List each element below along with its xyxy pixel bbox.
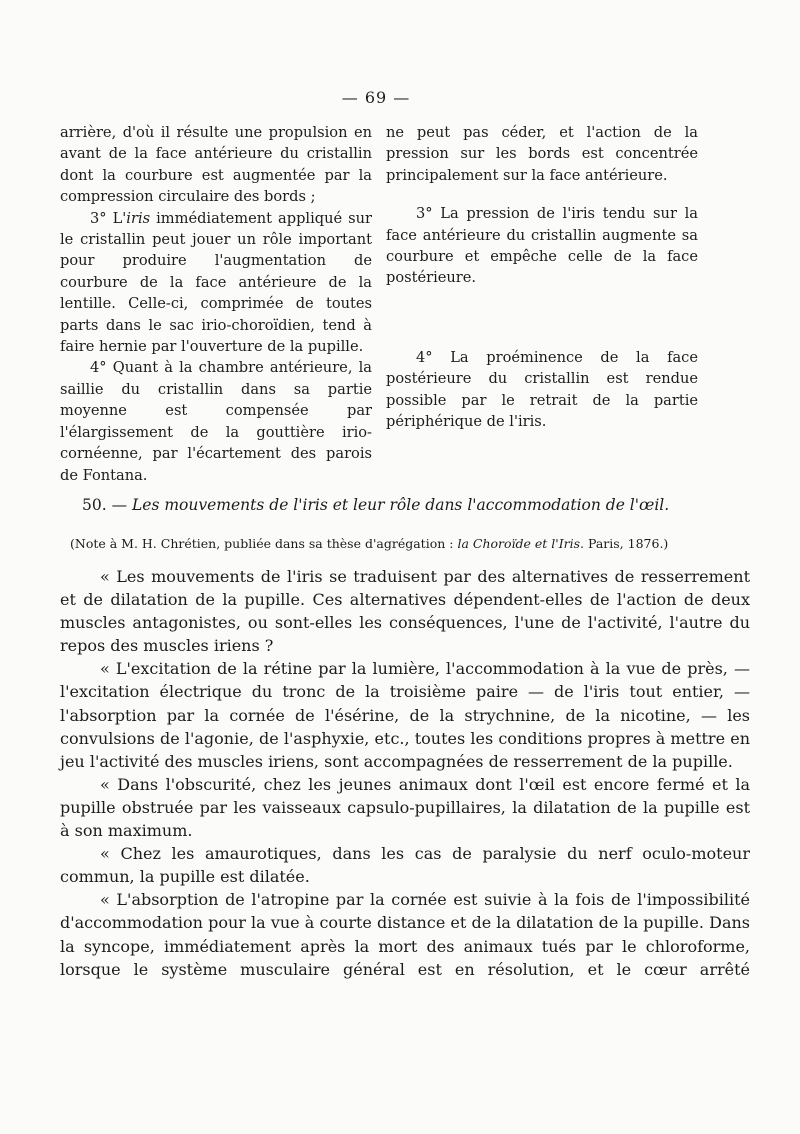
left-paragraph-2-lead: 3° L': [90, 209, 127, 227]
body-paragraph-2: « L'excitation de la rétine par la lumière, l'accommodation à la vue de près, — l'excitation électrique du tronc de la troisième paire — de l'iris tout entier, — l'absorption par la cornée de l'ésérine, de la strychnine, de la nicotine, — les convulsions de l'agonie, de l'asphyxie, etc., toutes les conditions propres à mettre en jeu l'activité des muscles iriens, sont accompagnées de resserrement de la pupille.: [60, 659, 750, 771]
note-work: la Choroïde et l'Iris: [457, 536, 581, 551]
right-paragraph-1: ne peut pas céder, et l'action de la pression sur les bords est concentrée principalement sur la face antérieure.: [386, 124, 698, 184]
right-column: [386, 122, 698, 432]
iris-term: iris: [126, 209, 151, 227]
section-dash: —: [106, 496, 133, 514]
section-number: 50.: [82, 496, 107, 514]
main-text: [60, 565, 750, 981]
body-paragraph-1: « Les mouvements de l'iris se traduisent par des alternatives de resserrement et de dilatation de la pupille. Ces alternatives dépendent-elles de l'action de deux muscles antagonistes, ou sont-elles les conséquences, l'une de l'activité, l'autre du repos des muscles iriens ?: [60, 567, 750, 656]
page-number: — 69 —: [341, 88, 411, 107]
note-prefix: (Note à M. H. Chrétien, publiée dans sa thèse d'agrégation :: [70, 536, 458, 551]
body-paragraph-3: « Dans l'obscurité, chez les jeunes animaux dont l'œil est encore fermé et la pupille obstruée par les vaisseaux capsulo-pupillaires, la dilatation de la pupille est à son maximum.: [60, 774, 750, 841]
left-column: [60, 122, 372, 486]
right-paragraph-3: 4° La proéminence de la face postérieure du cristallin est rendue possible par le retrait de la partie périphérique de l'iris.: [386, 348, 698, 431]
note-suffix: . Paris, 1876.): [580, 536, 669, 551]
left-paragraph-3: 4° Quant à la chambre antérieure, la saillie du cristallin dans sa partie moyenne est compensée par l'élargissement de la gouttière irio-cornéenne, par l'écartement des parois de Fontana.: [60, 359, 372, 484]
source-note: [70, 535, 770, 553]
body-paragraph-5: « L'absorption de l'atropine par la cornée est suivie à la fois de l'impossibilité d'accommodation pour la vue à courte distance et de la dilatation de la pupille. Dans la syncope, immédiatement après la mort des animaux tués par le chloroforme, lorsque le système musculaire général est en résolution, et le cœur arrêté: [60, 890, 750, 979]
right-paragraph-2: 3° La pression de l'iris tendu sur la face antérieure du cristallin augmente sa courbure et empêche celle de la face postérieure.: [386, 205, 698, 287]
section-heading: [82, 494, 762, 516]
left-paragraph-2: [60, 208, 372, 358]
body-paragraph-4: « Chez les amaurotiques, dans les cas de paralysie du nerf oculo-moteur commun, la pupille est dilatée.: [60, 844, 750, 887]
section-title: Les mouvements de l'iris et leur rôle dans l'accommodation de l'œil.: [132, 496, 670, 514]
left-paragraph-2-rest: immédiatement appliqué sur le cristallin peut jouer un rôle important pour produire l'augmentation de courbure de la face antérieure de la lentille. Celle-ci, comprimée de toutes parts dans le sac irio-choroïdien, tend à faire hernie par l'ouverture de la pupille.: [60, 209, 372, 356]
left-paragraph-1: arrière, d'où il résulte une propulsion en avant de la face antérieure du cristallin dont la courbure est augmentée par la compression circulaire des bords ;: [60, 124, 372, 206]
